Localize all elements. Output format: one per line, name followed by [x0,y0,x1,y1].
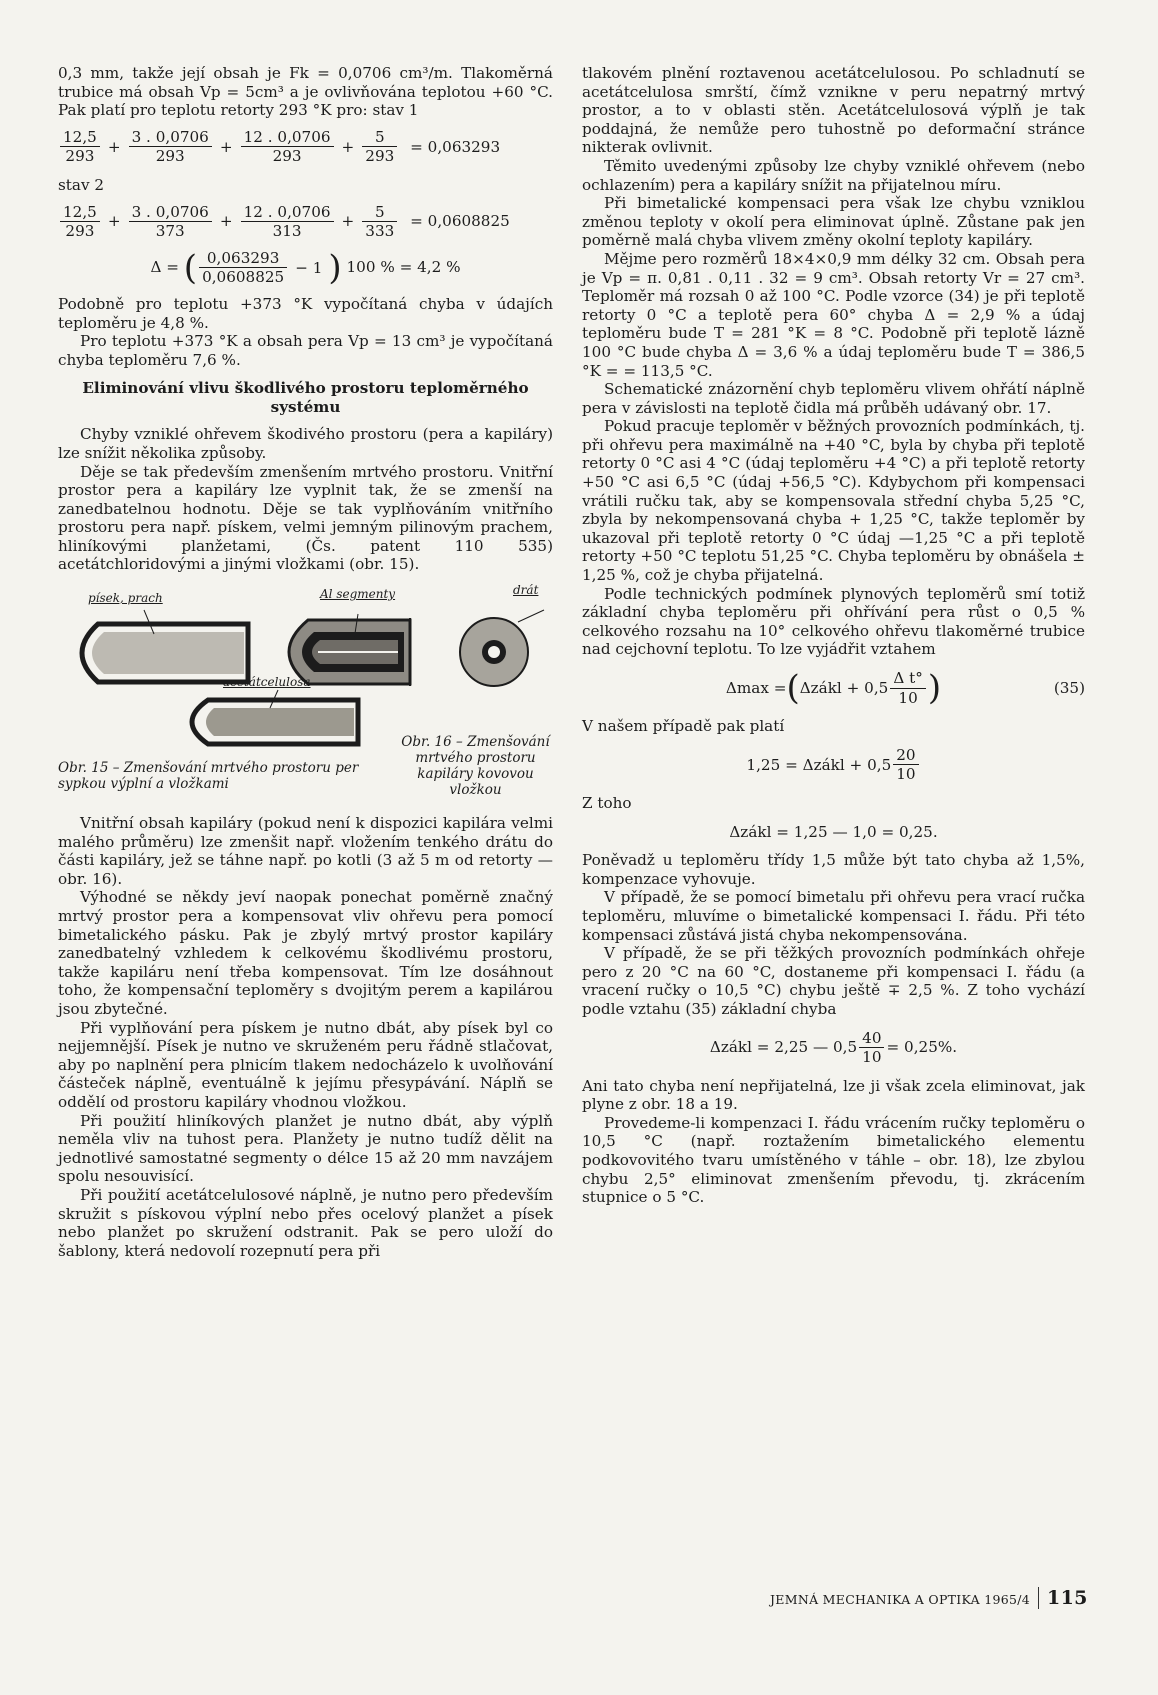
equation-result: = 0,063293 [410,137,501,156]
fraction-denominator: 333 [365,222,395,241]
stav-label: stav 2 [58,175,105,194]
paragraph: Pokud pracuje teploměr v běžných provozních podmínkách, tj. při ohřevu pera maximálně na +40 °C, byla by chyba při teplotě retorty 0 °C asi 4 °C (údaj teploměru +4 °C) a při teplotě retorty +50 °C asi 6,5 °C (údaj +56,5 °C). Kdybychom při kompensaci vrátili ručku tak, aby se kompensovala střední chyba 5,25 °C, zbyla by nekompensovaná chyba + 1,25 °C, takže teploměr by ukazoval při teplotě retorty 0 °C údaj —1,25 °C a při teplotě retorty +50 °C teplotu 51,25 °C. Chyba teploměru by obnášela ± 1,25 %, což je chyba přijatelná. [582,417,1085,585]
page-footer [770,1587,1088,1609]
equation-36: 1,25 = Δzákl + 0,5 $\frac{20}{10}$ [582,746,1085,784]
fraction-denominator: 10 [896,765,916,784]
paragraph: Pro teplotu +373 °K a obsah pera Vp = 13 cm³ je vypočítaná chyba teploměru 7,6 %. [58,332,553,369]
fraction-denominator: 313 [272,222,302,241]
paragraph: Mějme pero rozměrů 18×4×0,9 mm délky 32 cm. Obsah pera je Vp = π. 0,81 . 0,11 . 32 = 9 cm³. Obsah retorty Vr = 27 cm³. Teploměr má rozsah 0 až 100 °C. Podle vzorce (34) je při teplotě retorty 0 °C a teplotě pera 60° chyba Δ = 2,9 % a údaj teploměru bude T = 281 °K = 8 °C. Podobně při teplotě lázně 100 °C bude chyba Δ = 3,6 % a údaj teploměru bude T = 386,5 °K = = 113,5 °C. [582,249,1085,380]
figures-15-16 [58,582,553,802]
fraction-denominator: 10 [862,1048,882,1067]
paragraph: V případě, že se při těžkých provozních podmínkách ohřeje pero z 20 °C na 60 °C, dostaneme při kompensaci I. řádu (a vracení ručky o 10,5 °C) chybu ještě ∓ 2,5 %. Z toho vychází podle vztahu (35) základní chyba [582,944,1085,1018]
fraction-numerator: 40 [859,1029,884,1049]
journal-name: JEMNÁ MECHANIKA A OPTIKA 1965/4 [770,1592,1031,1607]
fraction-numerator: 5 [362,128,397,148]
left-column [58,64,553,1260]
fraction-numerator: 0,063293 [199,249,287,269]
paragraph: 0,3 mm, takže její obsah je Fk = 0,0706 cm³/m. Tlakoměrná trubice má obsah Vp = 5cm³ a je ovlivňována teplotou +60 °C. Pak platí pro teplotu retorty 293 °K pro: stav 1 [58,64,553,120]
equation-lhs: Δmax = [725,678,787,697]
paragraph: Děje se tak především zmenšením mrtvého prostoru. Vnitřní prostor pera a kapiláry lze vyplnit tak, že se zmenší na zanedbatelnou hodnotu. Děje se tak vyplňováním vnitřního prostoru pera např. pískem, velmi jemným pilinovým prachem, hliníkovými planžetami, (Čs. patent 110 535) acetátchloridovými a jinými vložkami (obr. 15). [58,462,553,574]
paragraph: Schematické znázornění chyb teploměru vlivem ohřátí náplně pera v závislosti na teplotě čidla má průběh udávaný obr. 17. [582,380,1085,417]
paragraph: Těmito uvedenými způsoby lze chyby vzniklé ohřevem (nebo ochlazením) pera a kapiláry snížit na přijatelnou míru. [582,156,1085,194]
fraction-numerator: 12 . 0,0706 [241,128,334,148]
equation-error: Δ = ( $\frac{0,063293}{0,0608825}$ − 1 ) 100 % = 4,2 % [150,247,461,288]
figure-15-acetate-tube [192,690,358,746]
fraction-numerator: Δ t° [890,669,926,689]
fraction-denominator: 10 [898,688,918,707]
paragraph: Ani tato chyba není nepřijatelná, lze ji však zcela eliminovat, jak plyne z obr. 18 a 19. [582,1076,1085,1114]
figure-15-sand-tube [82,610,248,684]
equation-stav2: $\frac{12,5}{293}$ + $\frac{3 . 0,0706}{373}$ + $\frac{12 . 0,0706}{313}$ + $\frac{5}{333}$ = 0,0608825 [58,203,553,241]
equation-38: Δzákl = 2,25 — 0,5 $\frac{40}{10}$ = 0,25%. [709,1028,958,1067]
equation-stav1: $\frac{12,5}{293}$ + $\frac{3 . 0,0706}{293}$ + $\frac{12 . 0,0706}{293}$ + $\frac{5}{293}$ = 0,063293 [58,128,553,166]
paragraph: Při použití acetátcelulosové náplně, je nutno pero především skružit s pískovou výplní nebo přes ocelový planžet a písek nebo planžet po skružení odstranit. Pak se pero uloží do šablony, která nedovolí rozepnutí pera při [58,1185,553,1260]
caption-fig-15: Obr. 15 – Zmenšování mrtvého prostoru per sypkou výplní a vložkami [58,760,359,793]
equation-result: = 0,0608825 [410,212,510,231]
caption-fig-16: Obr. 16 – Zmenšování mrtvého prostoru kapiláry kovovou vložkou [401,734,550,799]
paragraph: V našem případě pak platí [582,717,785,736]
fraction-numerator: 3 . 0,0706 [129,203,212,223]
paragraph: Při bimetalické kompensaci pera však lze chybu vzniklou změnou teploty v okolí pera eliminovat úplně. Zůstane pak jen poměrně malá chyba vlivem změny okolní teploty kapiláry. [582,194,1085,250]
paragraph: Podobně pro teplotu +373 °K vypočítaná chyba v údajích teploměru je 4,8 %. [58,294,553,332]
paragraph: Výhodné se někdy jeví naopak ponechat poměrně značný mrtvý prostor pera a kompensovat vliv ohřevu pera pomocí bimetalického pásku. Pak je zbylý mrtvý prostor kapiláry zanedbatelný vzhledem k celkovému škodlivému prostoru, takže kapiláru není třeba kompensovat. Tím lze dosáhnout toho, že kompensační teploměry s dvojitým perem a kapilárou jsou zbytečné. [58,888,553,1018]
label-acetate: acetátcelulosa [223,675,311,690]
fraction-denominator: 293 [65,147,95,166]
fraction-denominator: 293 [155,147,185,166]
paragraph: Podle technických podmínek plynových teploměrů smí totiž základní chyba teploměru při ohřívání pera růst o 0,5 % celkového rozsahu na 10° celkového ohřevu tlakoměrné trubice nad cejchovní teplotu. To lze vyjádřit vztahem [582,584,1085,659]
fraction-denominator: 0,0608825 [202,268,285,287]
fraction-numerator: 3 . 0,0706 [129,128,212,148]
paragraph: Chyby vzniklé ohřevem škodivého prostoru (pera a kapiláry) lze snížit několika způsoby. [58,425,553,462]
fraction-numerator: 12,5 [60,128,100,148]
figure-16-capillary [460,610,544,686]
paragraph: Při vyplňování pera pískem je nutno dbát, aby písek byl co nejjemnější. Písek je nutno ve skruženém peru řádně stlačovat, aby po naplnění pera plnicím tlakem nedocházelo k uvolňování částeček náplně, eventuálně k jejímu přesypávání. Náplň se oddělí od prostoru kapiláry vhodnou vložkou. [58,1018,553,1111]
label-al-segments: Al segmenty [320,587,396,602]
paragraph: Z toho [582,793,632,812]
section-heading: Eliminování vlivu škodlivého prostoru teploměrného systému [82,379,529,417]
equation-37: Δzákl = 1,25 — 1,0 = 0,25. [729,822,938,841]
page-number: 115 [1038,1587,1088,1609]
fraction-denominator: 293 [65,222,95,241]
equation-35: Δmax = ( Δzákl + 0,5 $\frac{\text{Δ t°}}{10}$ ) (35) [725,667,1085,708]
paragraph: Při použití hliníkových planžet je nutno dbát, aby výplň neměla vliv na tuhost pera. Planžety je nutno tudíž dělit na jednotlivé samostatné segmenty o délce 15 až 20 mm navzájem spolu nesouvisící. [58,1111,553,1186]
fraction-numerator: 12,5 [60,203,100,223]
paragraph: Vnitřní obsah kapiláry (pokud není k dispozici kapilára velmi malého průměru) lze zmenšit např. vložením tenkého drátu do části kapiláry, jež se táhne např. po kotli (3 až 5 m od retorty — obr. 16). [58,814,553,888]
fraction-numerator: 5 [362,203,397,223]
paragraph: Poněvadž u teploměru třídy 1,5 může být tato chyba až 1,5%, kompenzace vyhovuje. [582,851,1085,888]
equation-lhs: Δ = [150,257,179,276]
equation-result: 100 % = 4,2 % [346,257,461,276]
fraction-denominator: 293 [272,147,302,166]
paragraph: V případě, že se pomocí bimetalu při ohřevu pera vrací ručka teploměru, mluvíme o bimetalické kompensaci I. řádu. Při této kompensaci zůstává jistá chyba nekompensována. [582,888,1085,944]
fraction-denominator: 293 [365,147,395,166]
label-wire: drát [513,583,539,598]
right-column [582,64,1085,1207]
equation-number: (35) [1053,678,1085,697]
paragraph: Provedeme-li kompenzaci I. řádu vrácením ručky teploměru o 10,5 °C (např. roztažením bimetalického elementu podkovovitého tvaru umístěného v táhle – obr. 18), lze zbylou chybu 2,5° eliminovat zmenšením převodu, tj. zkrácením stupnice o 5 °C. [582,1113,1085,1207]
fraction-numerator: 12 . 0,0706 [241,203,334,223]
fraction-denominator: 373 [155,222,185,241]
label-sand: písek, prach [88,591,163,606]
fraction-numerator: 20 [893,746,918,766]
paragraph: tlakovém plnění roztavenou acetátcelulosou. Po schladnutí se acetátcelulosa smrští, čímž vznikne v peru nepatrný mrtvý prostor, a to v oblasti stěn. Acetátcelulosová výplň je tak poddajná, že nemůže pero tuhostně po deformační stránce nikterak ovlivnit. [582,64,1085,157]
